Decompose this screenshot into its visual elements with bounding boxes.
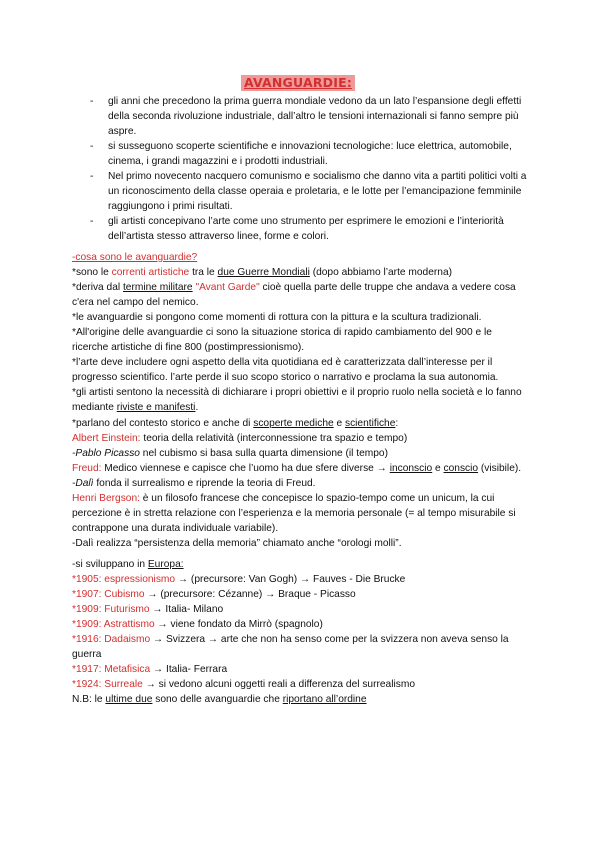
note-line-manifestos: *gli artisti sentono la necessità di dichiarare i propri obiettivi e il proprio ruolo nella società e lo fanno mediante riviste e manifesti. [72,387,522,414]
movement-item: *1909: Astrattismo → viene fondato da Mirrò (spagnolo) [72,619,323,631]
question-heading: -cosa sono le avanguardie? [72,252,198,263]
bullet-item: - Nel primo novecento nacquero comunismo e socialismo che danno vita a partiti politici volti a un riconoscimento della classe operaia e proletaria, e le lotte per l’emancipazione femminile raggiungono i primi risultati. [90,169,530,214]
note-dali-surrealism: -Dalì fonda il surrealismo e riprende la teoria di Freud. [72,477,316,489]
note-line-everyday-life: *l’arte deve includere ogni aspetto della vita quotidiana ed è caratterizzata dall’interesse per il progresso scientifico. l’arte perde il suo scopo storico o narrativo e proclama la sua autonomia. [72,357,499,384]
movement-item: *1905: espressionismo → (precursore: Van Gogh) → Fauves - Die Brucke [72,573,406,585]
page-title: AVANGUARDIE: [241,75,355,91]
bullet-item: - si susseguono scoperte scientifiche e innovazioni tecnologiche: luce elettrica, automobile, cinema, i grandi magazzini e i prodotti industriali. [90,139,530,169]
movement-item: *1916: Dadaismo → Svizzera → arte che non ha senso come per la svizzera non aveva senso la guerra [72,634,509,661]
note-europa: -si sviluppano in Europa: [72,558,184,570]
bullet-item: - gli artisti concepivano l’arte come uno strumento per esprimere le emozioni e l’interiorità dell’artista stesso attraverso linee, forme e colori. [90,214,530,244]
bullet-item: - gli anni che precedono la prima guerra mondiale vedono da un lato l’espansione degli effetti della seconda rivoluzione industriale, dall’altro le tensioni internazionali si fanno sempre più aspre. [90,94,530,139]
note-line-definition: *sono le correnti artistiche tra le due Guerre Mondiali (dopo abbiamo l’arte moderna) [72,267,452,279]
note-line-rupture: *le avanguardie si pongono come momenti di rottura con la pittura e la scultura tradizionali. [72,312,482,324]
movement-item: *1909: Futurismo → Italia- Milano [72,604,224,616]
intro-bullet-list [90,94,530,244]
movement-item: *1907: Cubismo → (precursore: Cézanne) → Braque - Picasso [72,589,356,601]
note-line-origin: *All'origine delle avanguardie ci sono la situazione storica di rapido cambiamento del 900 e le ricerche artistiche di fine 800 (postimpressionismo). [72,327,492,354]
note-dali-memory: -Dalì realizza “persistenza della memoria” chiamato anche “orologi molli”. [72,537,402,549]
note-nb: N.B: le ultime due sono delle avanguardie che riportano all’ordine [72,694,367,706]
movement-item: *1924: Surreale → si vedono alcuni oggetti reali a differenza del surrealismo [72,679,415,691]
notes-body [72,250,524,707]
note-picasso: -Pablo Picasso nel cubismo si basa sulla quarta dimensione (il tempo) [72,447,388,459]
note-einstein: Albert Einstein: teoria della relatività (interconnessione tra spazio e tempo) [72,432,408,444]
note-freud: Freud: Medico viennese e capisce che l’uomo ha due sfere diverse → inconscio e conscio (visibile). [72,462,522,474]
movement-item: *1917: Metafisica → Italia- Ferrara [72,664,228,676]
note-bergson: Henri Bergson: è un filosofo francese che concepisce lo spazio-tempo come un unicum, la cui percezione è in stretta relazione con l’esperienza e la memoria personale (= al tempo misurabile si contrappone una durata individuale variabile). [72,492,516,534]
title-container [0,74,596,92]
note-line-etymology: *deriva dal termine militare "Avant Garde" cioè quella parte delle truppe che andava a vedere cosa c'era nel campo del nemico. [72,282,516,309]
note-line-context: *parlano del contesto storico e anche di scoperte mediche e scientifiche: [72,417,399,429]
